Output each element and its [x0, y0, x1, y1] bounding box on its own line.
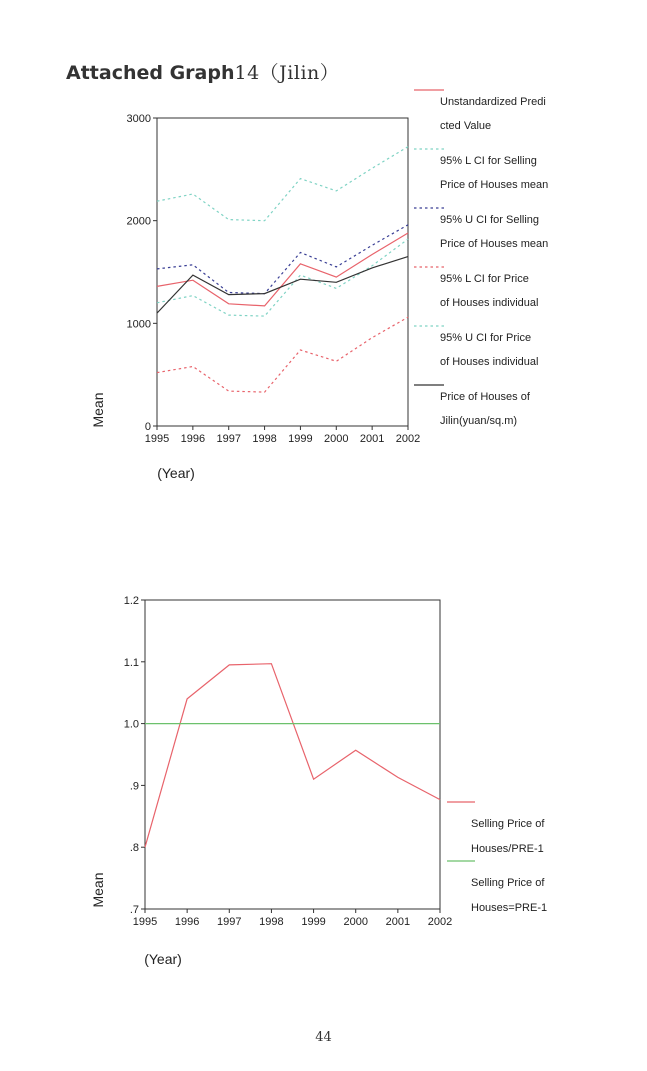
y-tick-label: 1.1: [123, 656, 139, 669]
y-tick-label: 1.0: [123, 718, 139, 731]
page-title-rest: 14（Jilin）: [234, 62, 340, 84]
x-tick-label: 1995: [132, 916, 158, 928]
x-tick-label: 1999: [301, 916, 326, 928]
y-tick-label: 3000: [126, 113, 151, 125]
legend-label-actual-line2: Jilin(yuan/sq.m): [440, 415, 518, 427]
y-tick-label: 1000: [126, 318, 151, 331]
legend-label-ratio: Selling Price of: [471, 818, 545, 830]
legend-label-indiv_lower: 95% L CI for Price: [440, 273, 529, 285]
legend-label-ratio-line2: Houses/PRE-1: [471, 843, 544, 855]
legend-label-indiv_lower-line2: of Houses individual: [440, 297, 539, 309]
x-tick-label: 1996: [180, 433, 206, 445]
x-tick-label: 1995: [144, 433, 170, 445]
y-tick-label: .7: [129, 904, 139, 916]
y-tick-label: .8: [129, 842, 139, 855]
series-line-ratio: [145, 664, 440, 848]
legend-label-indiv_upper-line2: of Houses individual: [440, 356, 539, 368]
legend-label-indiv_upper: 95% U CI for Price: [440, 332, 532, 344]
y-tick-label: 0: [144, 421, 151, 433]
legend-label-mean_lower: 95% L CI for Selling: [440, 155, 537, 167]
x-tick-label: 2000: [343, 916, 368, 928]
legend-label-actual: Price of Houses of: [440, 391, 530, 403]
x-axis-title: (Year): [157, 465, 195, 481]
legend-label-reference: Selling Price of: [471, 877, 545, 889]
legend-label-mean_upper-line2: Price of Houses mean: [440, 238, 549, 250]
x-tick-label: 1998: [252, 433, 277, 445]
x-tick-label: 2002: [427, 916, 453, 928]
page-number: 44: [315, 1030, 332, 1045]
x-axis-title: (Year): [144, 951, 182, 967]
legend-label-mean_upper: 95% U CI for Selling: [440, 214, 540, 226]
plot-frame: [145, 600, 440, 909]
y-tick-label: 2000: [126, 215, 151, 228]
x-tick-label: 2001: [359, 433, 385, 445]
legend-label-mean_lower-line2: Price of Houses mean: [440, 179, 549, 191]
legend-label-reference-line2: Houses=PRE-1: [471, 902, 548, 914]
y-axis-title: Mean: [90, 872, 106, 908]
x-tick-label: 1997: [216, 433, 241, 445]
x-tick-label: 1997: [217, 916, 242, 928]
y-axis-title: Mean: [90, 392, 106, 428]
y-tick-label: .9: [129, 780, 139, 793]
page-title-bold: Attached Graph: [66, 62, 235, 84]
x-tick-label: 2001: [385, 916, 411, 928]
x-tick-label: 2000: [324, 433, 349, 445]
legend-label-predicted-line2: cted Value: [440, 120, 492, 132]
y-tick-label: 1.2: [123, 595, 139, 607]
legend-label-predicted: Unstandardized Predi: [440, 96, 546, 108]
x-tick-label: 2002: [395, 433, 421, 445]
x-tick-label: 1998: [259, 916, 284, 928]
x-tick-label: 1996: [174, 916, 200, 928]
x-tick-label: 1999: [288, 433, 313, 445]
